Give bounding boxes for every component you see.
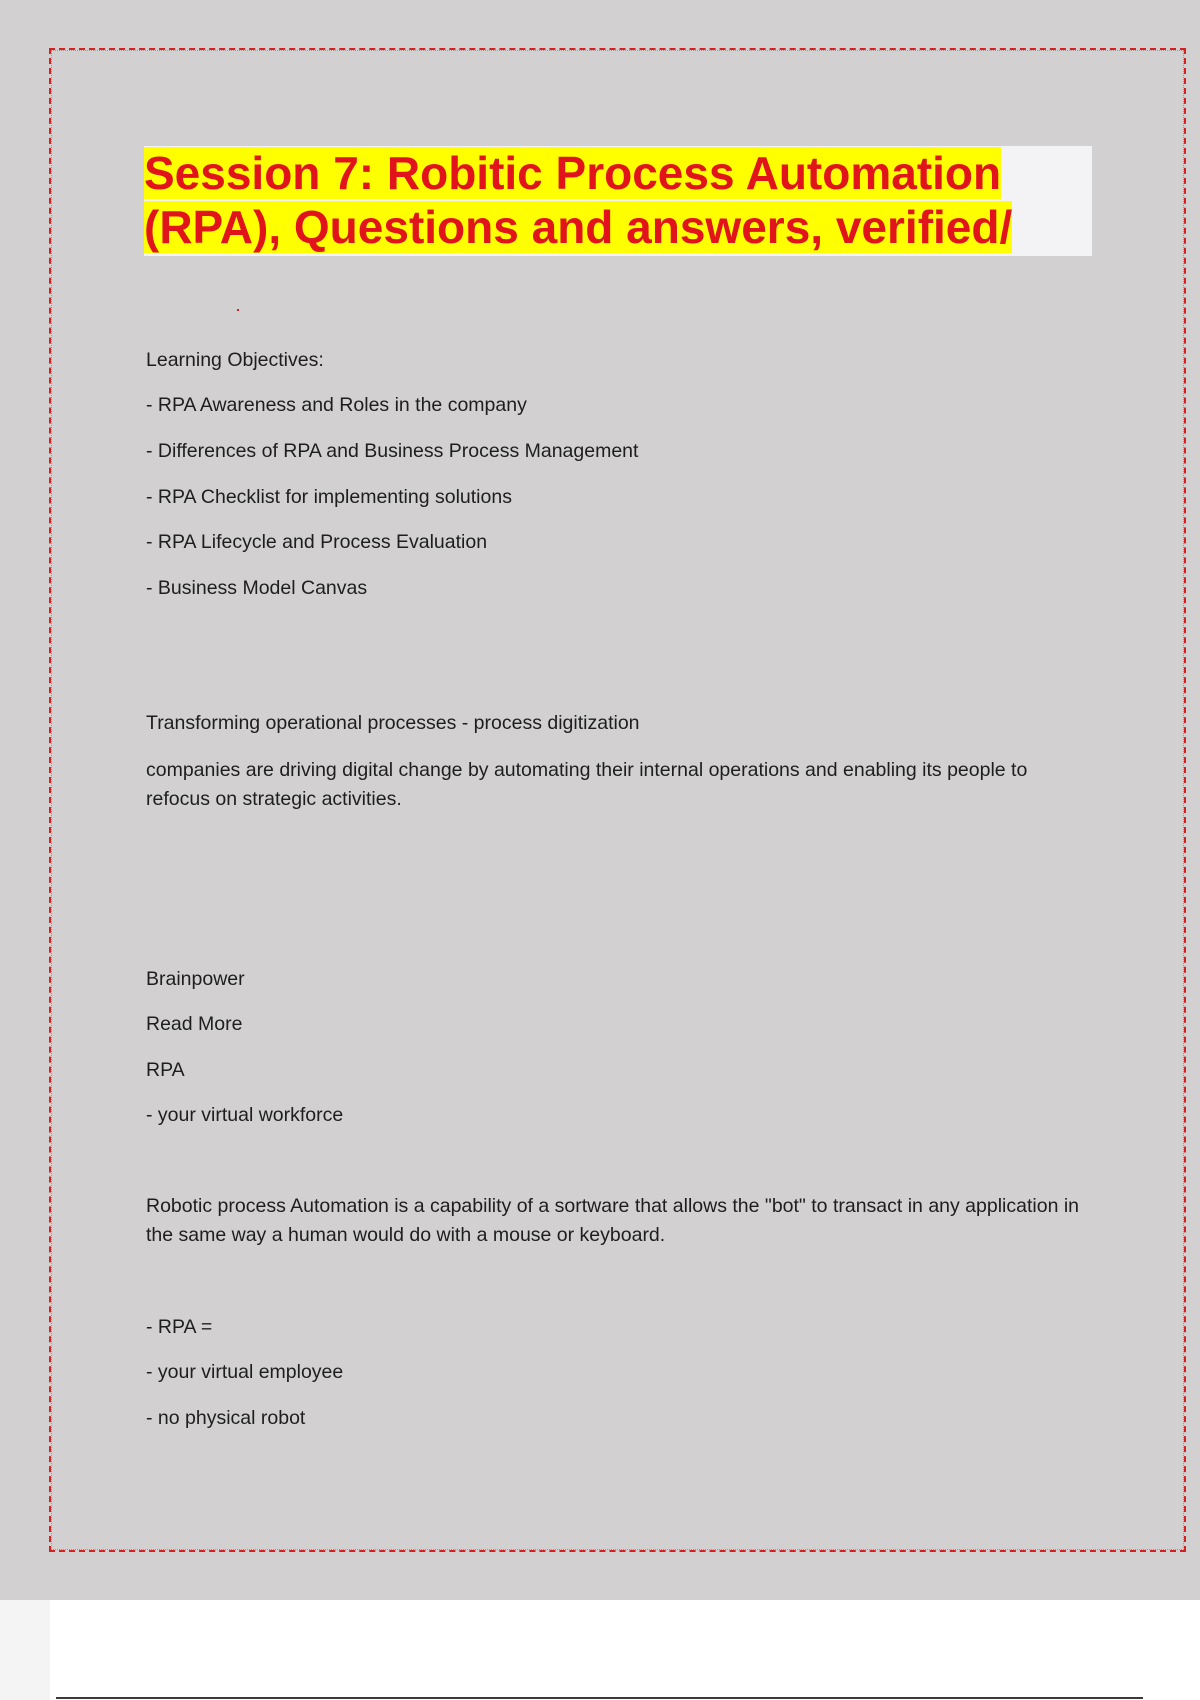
title-highlight: Session 7: Robitic Process Automation (RPA), Questions and answers, verified/ [144, 147, 1013, 253]
section-heading: Transforming operational processes - process digitization [146, 712, 640, 734]
next-page-margin [0, 1600, 50, 1700]
section-paragraph: companies are driving digital change by automating their internal operations and enabling its people to refocus on strategic activities. [146, 759, 1028, 810]
document-title [144, 146, 1104, 254]
rpa-point: - your virtual employee [146, 1361, 344, 1383]
read-more-link[interactable]: Read More [146, 1013, 243, 1035]
rpa-definition: Robotic process Automation is a capability of a sortware that allows the "bot" to transact in any application in the same way a human would do with a mouse or keyboard. [146, 1195, 1080, 1246]
learning-objectives-heading: Learning Objectives: [146, 349, 324, 371]
rpa-tagline: - your virtual workforce [146, 1104, 344, 1126]
next-page-rule [56, 1697, 1143, 1699]
rpa-label: RPA [146, 1059, 185, 1081]
stray-dot [237, 309, 239, 311]
objective-item: - RPA Awareness and Roles in the company [146, 394, 527, 416]
objective-item: - Business Model Canvas [146, 577, 368, 599]
objective-item: - Differences of RPA and Business Process Management [146, 440, 639, 462]
rpa-point: - no physical robot [146, 1407, 306, 1429]
brainpower-label: Brainpower [146, 968, 245, 990]
objective-item: - RPA Checklist for implementing solutions [146, 486, 512, 508]
objective-item: - RPA Lifecycle and Process Evaluation [146, 531, 488, 553]
rpa-point: - RPA = [146, 1316, 213, 1338]
